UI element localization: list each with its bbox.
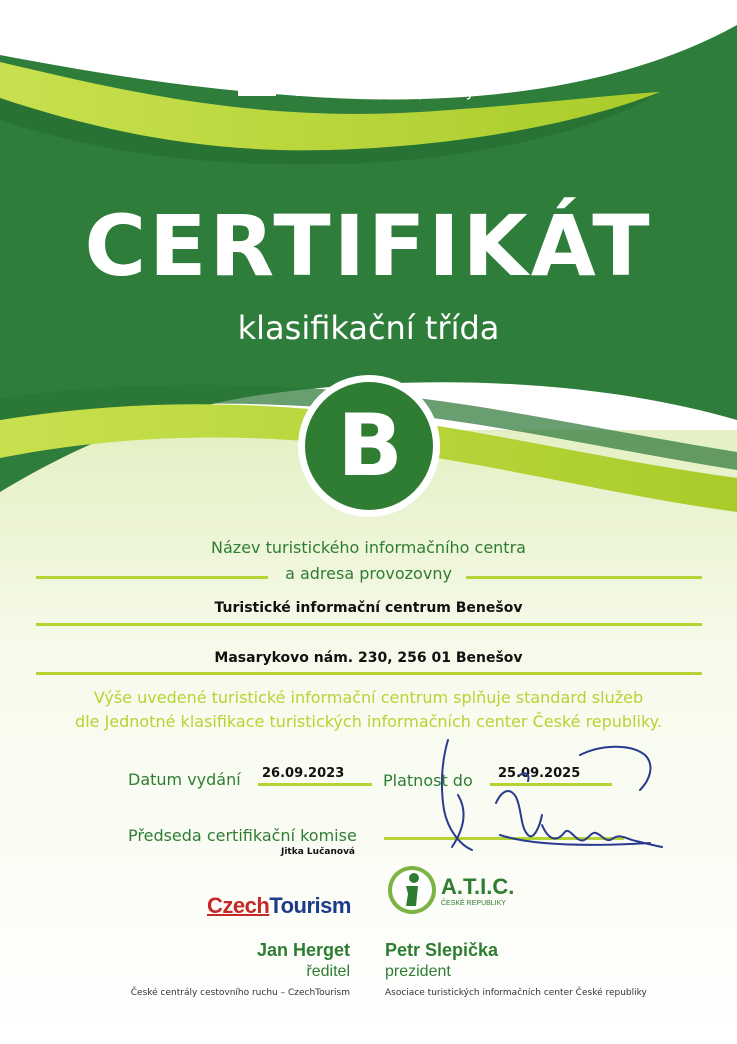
commission-chair-name: Jitka Lučanová: [281, 847, 356, 857]
class-letter: B: [337, 396, 403, 496]
left-signatory-name: Jan Herget: [256, 940, 350, 960]
center-name: Turistické informační centrum Benešov: [214, 600, 523, 616]
certificate-subtitle: klasifikační třída: [237, 309, 500, 347]
left-signatory-role: ředitel: [306, 963, 350, 980]
issue-date-value: 26.09.2023: [262, 766, 345, 781]
header-line-2: turistických informačních: [292, 57, 494, 76]
divider-line: [258, 783, 372, 786]
czechtourism-logo-part2: Tourism: [269, 893, 351, 918]
czechtourism-logo: [207, 893, 351, 919]
czechtourism-logo-part1: Czech: [207, 893, 270, 918]
info-i-icon: [232, 24, 282, 100]
issue-date-label: Datum vydání: [128, 770, 241, 789]
statement-line-1: Výše uvedené turistické informační centrum splňuje standard služeb: [93, 688, 644, 707]
signature-scribble: [430, 735, 670, 865]
atic-logo-text: A.T.I.C.: [441, 874, 515, 899]
validity-label: Platnost do: [383, 771, 473, 790]
header-line-1: Jednotná klasifikace: [292, 33, 452, 52]
header-line-3: center České republiky: [292, 81, 476, 100]
divider-line: [36, 672, 702, 675]
certificate-title: CERTIFIKÁT: [84, 197, 653, 295]
left-signatory-org: České centrály cestovního ruchu – CzechTourism: [130, 988, 350, 998]
center-info-label-1: Název turistického informačního centra: [211, 538, 526, 557]
center-address: Masarykovo nám. 230, 256 01 Benešov: [214, 650, 523, 666]
divider-line: [36, 623, 702, 626]
center-info-label-2: a adresa provozovny: [285, 564, 452, 583]
atic-logo-icon: [386, 864, 438, 916]
validity-date-value: 25.09.2025: [498, 766, 581, 781]
atic-logo-subtext: ČESKÉ REPUBLIKY: [441, 900, 506, 907]
right-signatory-org: Asociace turistických informačních center České republiky: [385, 988, 647, 998]
statement-line-2: dle Jednotné klasifikace turistických informačních center České republiky.: [75, 712, 662, 731]
divider-line: [466, 576, 702, 579]
right-signatory-role: prezident: [385, 963, 451, 980]
right-signatory-name: Petr Slepička: [385, 940, 499, 960]
commission-label: Předseda certifikační komise: [128, 826, 357, 845]
